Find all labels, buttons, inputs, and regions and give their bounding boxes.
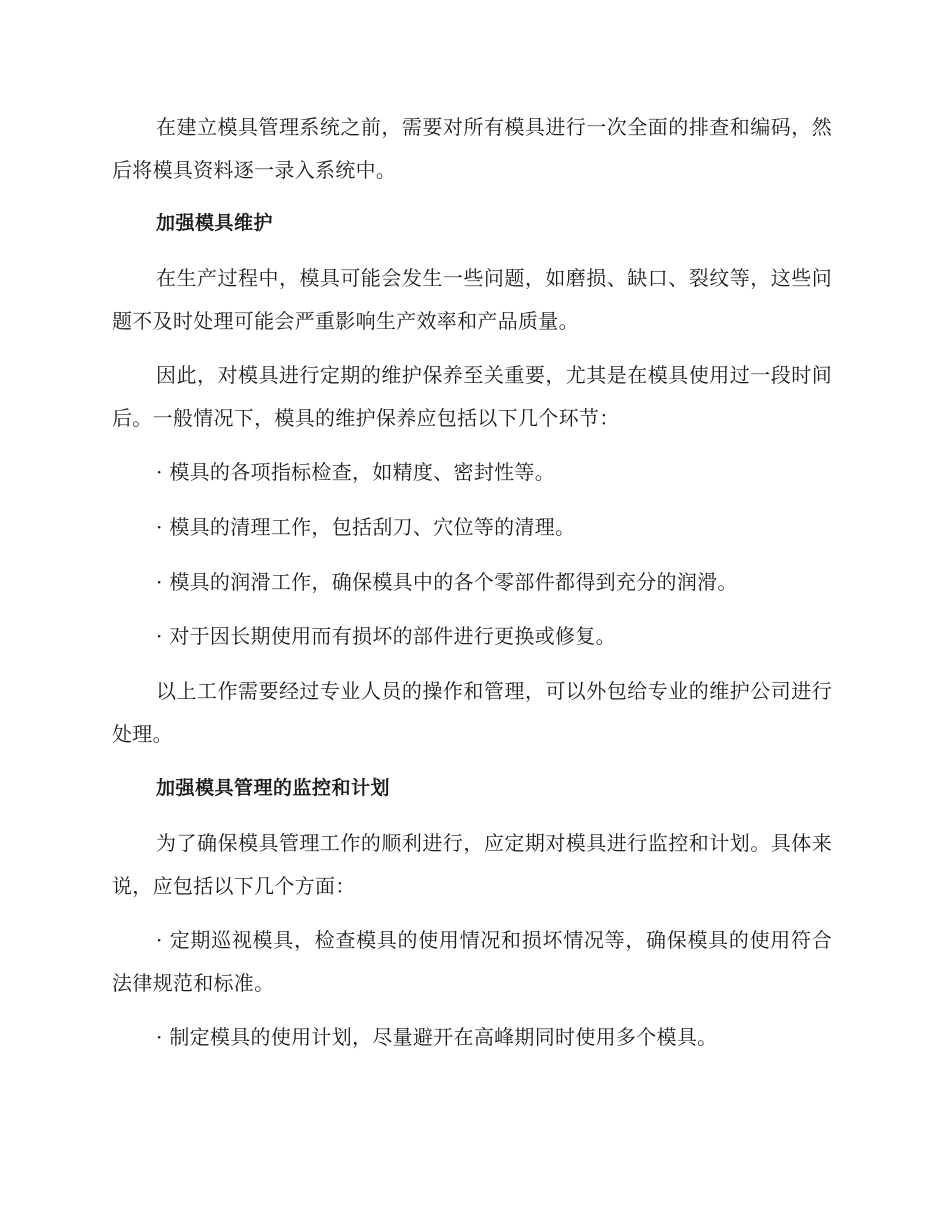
bullet-inspection: · 模具的各项指标检查，如精度、密封性等。 [156,460,556,484]
bullet-usage-plan: · 制定模具的使用计划，尽量避开在高峰期同时使用多个模具。 [156,1025,718,1049]
bullet-cleaning: · 模具的清理工作，包括刮刀、穴位等的清理。 [156,515,576,539]
bullet-patrol: · 定期巡视模具，检查模具的使用情况和损坏情况等，确保模具的使用符合法律规范和标准。 [112,928,832,995]
heading-monitoring-planning: 加强模具管理的监控和计划 [156,777,391,799]
bullet-lubrication: · 模具的润滑工作，确保模具中的各个零部件都得到充分的润滑。 [156,570,738,594]
heading-maintenance: 加强模具维护 [156,212,274,234]
paragraph-maintenance-intro: 因此，对模具进行定期的维护保养至关重要，尤其是在模具使用过一段时间后。一般情况下，模具的维护保养应包括以下几个环节： [112,363,832,430]
paragraph-system-setup: 在建立模具管理系统之前，需要对所有模具进行一次全面的排查和编码，然后将模具资料逐一录入系统中。 [112,115,832,182]
paragraph-monitoring-intro: 为了确保模具管理工作的顺利进行，应定期对模具进行监控和计划。具体来说，应包括以下几个方面： [112,831,832,898]
paragraph-production-issues: 在生产过程中，模具可能会发生一些问题，如磨损、缺口、裂纹等，这些问题不及时处理可能会严重影响生产效率和产品质量。 [112,266,832,333]
bullet-repair: · 对于因长期使用而有损坏的部件进行更换或修复。 [156,624,616,648]
paragraph-outsourcing: 以上工作需要经过专业人员的操作和管理，可以外包给专业的维护公司进行处理。 [112,679,832,746]
